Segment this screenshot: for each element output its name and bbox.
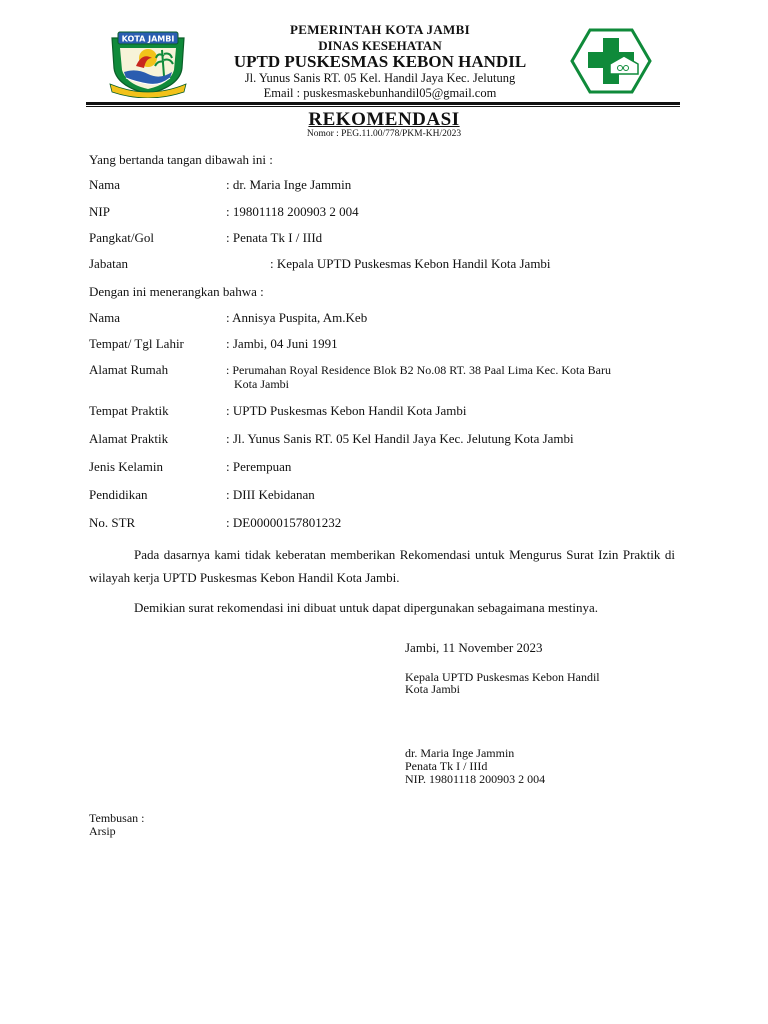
signer-nip: NIP. 19801118 200903 2 004 [405,772,546,786]
declaration-text: Dengan ini menerangkan bahwa : [89,284,264,299]
recommendation-paragraph: Pada dasarnya kami tidak keberatan memberikan Rekomendasi untuk Mengurus Surat Izin Praktik di wilayah kerja UPTD Puskesmas Kebon Handil Kota Jambi. [89,547,675,585]
subject-field-value: : Perumahan Royal Residence Blok B2 No.08 RT. 38 Paal Lima Kec. Kota Baru [226,363,611,377]
subject-field-label: No. STR [89,515,136,530]
subject-field-label: Alamat Praktik [89,431,169,446]
signer-field-value: : dr. Maria Inge Jammin [226,177,352,192]
signer-position: Kepala UPTD Puskesmas Kebon Handil [405,670,600,684]
subject-field-label: Tempat Praktik [89,403,169,418]
subject-field-label: Pendidikan [89,487,148,502]
letterhead-divider [86,102,680,105]
department-name: DINAS KESEHATAN [318,38,442,53]
institution-name: UPTD PUSKESMAS KEBON HANDIL [233,52,527,71]
subject-field-value: : Annisya Puspita, Am.Keb [226,310,368,325]
signer-field-value: : Kepala UPTD Puskesmas Kebon Handil Kota Jambi [270,256,551,271]
subject-field-value: : UPTD Puskesmas Kebon Handil Kota Jambi [226,403,467,418]
signer-field-label: NIP [89,204,110,219]
signer-field-value: : Penata Tk I / IIId [226,230,323,245]
intro-text: Yang bertanda tangan dibawah ini : [89,152,273,167]
subject-field-value-continued: Kota Jambi [234,377,289,391]
institution-address: Jl. Yunus Sanis RT. 05 Kel. Handil Jaya Kec. Jelutung [244,71,516,85]
place-date: Jambi, 11 November 2023 [405,640,543,655]
city-coat-of-arms-icon [106,28,190,98]
cc-item: Arsip [89,824,116,838]
signer-field-value: : 19801118 200903 2 004 [226,204,359,219]
signer-field-label: Nama [89,177,121,192]
subject-field-label: Jenis Kelamin [89,459,164,474]
cc-label: Tembusan : [89,811,145,825]
subject-field-label: Tempat/ Tgl Lahir [89,336,184,351]
document-number: Nomor : PEG.11.00/778/PKM-KH/2023 [306,129,462,139]
signer-field-label: Jabatan [89,256,128,271]
signer-rank: Penata Tk I / IIId [405,759,488,773]
subject-field-value: : Jl. Yunus Sanis RT. 05 Kel Handil Jaya Kec. Jelutung Kota Jambi [226,431,574,446]
institution-email: Email : puskesmaskebunhandil05@gmail.com [263,86,497,100]
subject-field-value: : DIII Kebidanan [226,487,315,502]
document-title: REKOMENDASI [308,109,460,130]
signer-field-label: Pangkat/Gol [89,230,154,245]
closing-paragraph: Demikian surat rekomendasi ini dibuat untuk dapat dipergunakan sebagaimana mestinya. [134,600,599,615]
subject-field-label: Alamat Rumah [89,362,169,377]
signer-position-city: Kota Jambi [405,682,460,696]
puskesmas-cross-logo-icon [570,28,652,94]
government-name: PEMERINTAH KOTA JAMBI [290,22,470,37]
subject-field-value: : Perempuan [226,459,292,474]
signer-name: dr. Maria Inge Jammin [405,746,515,760]
subject-field-value: : DE00000157801232 [226,515,342,530]
subject-field-value: : Jambi, 04 Juni 1991 [226,336,338,351]
letterhead-divider-thin [86,106,680,107]
subject-field-label: Nama [89,310,121,325]
svg-text:KOTA JAMBI: KOTA JAMBI [121,34,175,44]
